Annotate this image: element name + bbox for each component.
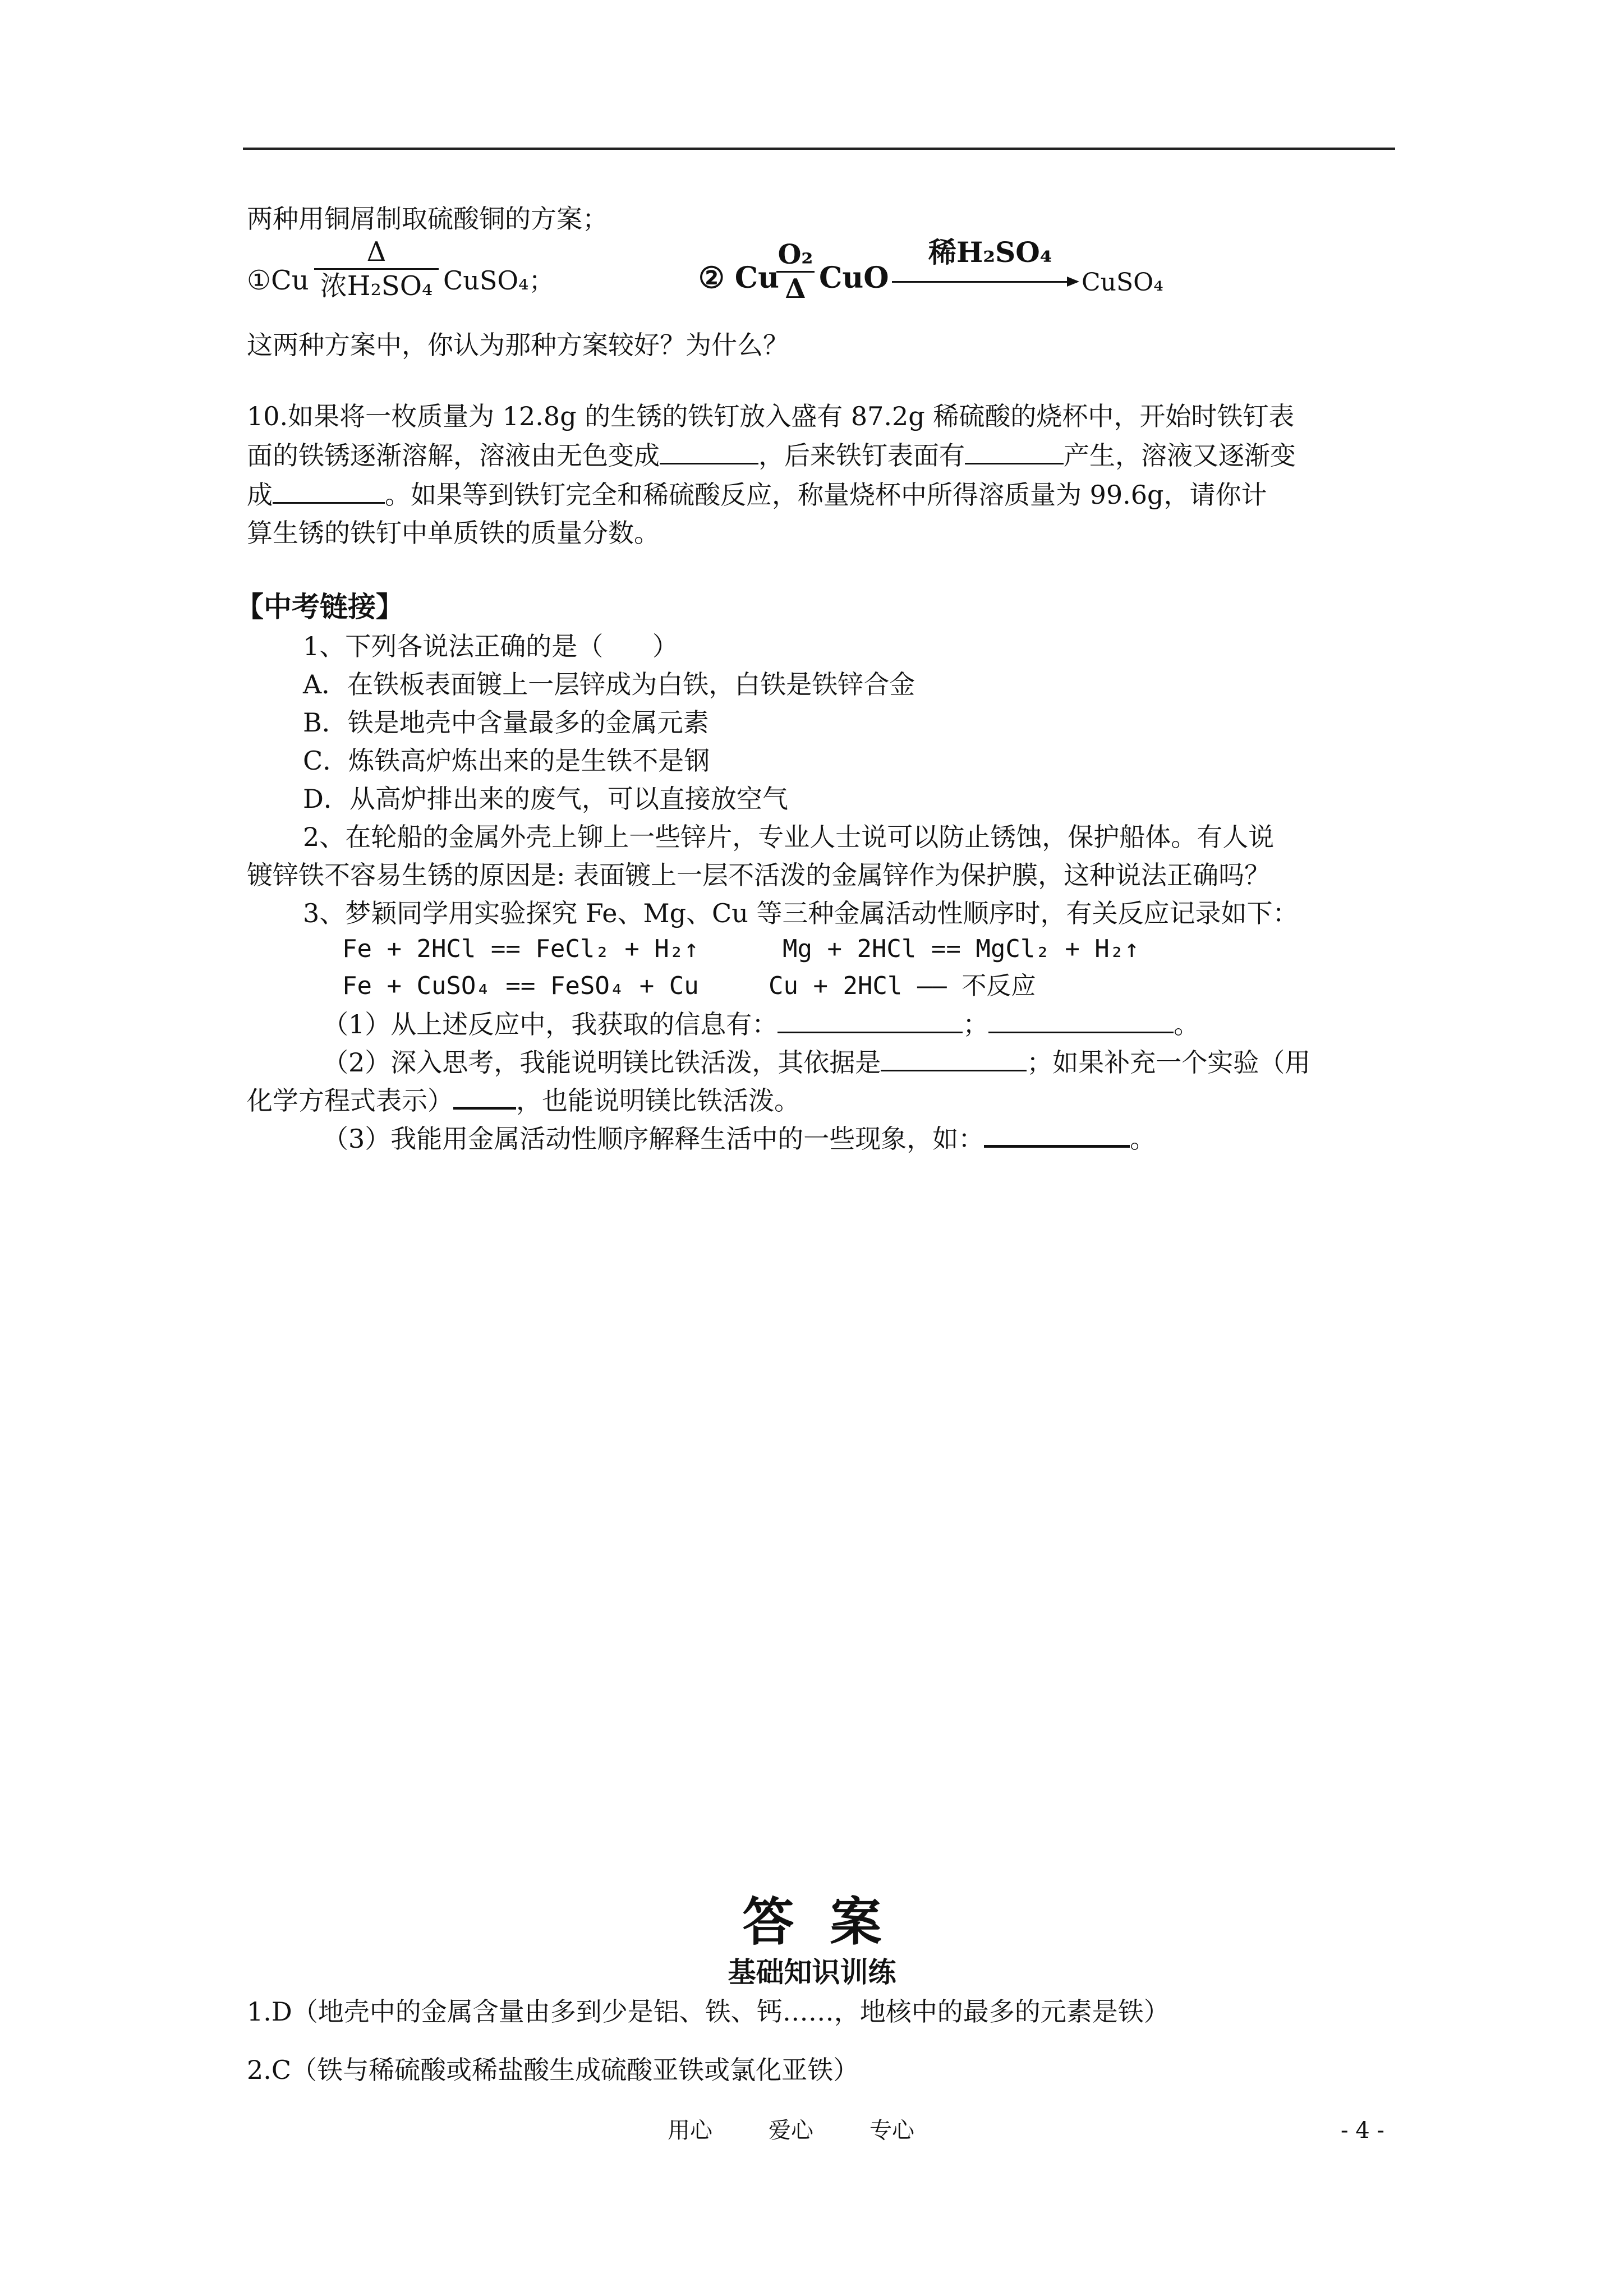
zk-sub2-text2: ；如果补充一个实验（用 <box>1027 1047 1311 1078</box>
zk-sub2-line2 <box>247 1084 800 1117</box>
zk-sub3-text: （3）我能用金属活动性顺序解释生活中的一些现象，如： <box>323 1124 984 1154</box>
header-rule <box>243 148 1395 150</box>
answers-subtitle: 基础知识训练 <box>728 1956 896 1989</box>
answer-2: 2.C（铁与稀硫酸或稀盐酸生成硫酸亚铁或氯化亚铁） <box>247 2055 859 2085</box>
scheme2-label: ② Cu <box>698 261 779 295</box>
scheme1-acid: 浓H₂SO₄ <box>320 270 433 302</box>
zk-sub1 <box>323 1007 1199 1041</box>
zk-sub2-blank1 <box>881 1047 1027 1071</box>
footer-motto-2: 爱心 <box>769 2118 813 2143</box>
zk-sub3 <box>323 1122 1156 1156</box>
scheme2-product: CuSO₄ <box>1082 268 1163 297</box>
zk-q2-line2: 镀锌铁不容易生锈的原因是: 表面镀上一层不活泼的金属锌作为保护膜，这种说法正确吗？ <box>247 860 1271 890</box>
zk-sub1-end: 。 <box>1174 1009 1200 1039</box>
footer-motto-1: 用心 <box>668 2118 712 2143</box>
zk-sub2-text: （2）深入思考，我能说明镁比铁活泼，其依据是 <box>323 1047 881 1078</box>
answers-title: 答 案 <box>742 1892 882 1952</box>
q10-line3-a: 成 <box>247 480 273 510</box>
q10-blank-gas <box>965 440 1064 464</box>
scheme1-label: ①Cu <box>247 265 309 296</box>
section-heading: 【中考链接】 <box>236 591 404 623</box>
q10-blank-color <box>660 440 758 464</box>
equation-cu-hcl: Cu + 2HCl —— 不反应 <box>769 972 1036 1000</box>
zk-sub2-line1 <box>323 1046 1310 1079</box>
q10-line1: 10.如果将一枚质量为 12.8g 的生锈的铁钉放入盛有 87.2g 稀硫酸的烧杯中，开始时铁钉表 <box>247 401 1295 431</box>
equation-mg-hcl: Mg + 2HCl == MgCl₂ + H₂↑ <box>783 935 1139 963</box>
zk-sub1-blank2 <box>988 1009 1174 1033</box>
footer-motto-3: 专心 <box>869 2118 914 2143</box>
page-number: - 4 - <box>1341 2118 1384 2143</box>
zk-q1: 1、下列各说法正确的是（ ） <box>303 631 678 661</box>
zk-q1-option-b: B．铁是地壳中含量最多的金属元素 <box>303 707 709 738</box>
q10-blank-color2 <box>273 480 385 504</box>
q10-line4: 算生锈的铁钉中单质铁的质量分数。 <box>247 518 660 548</box>
zk-q2-line1: 2、在轮船的金属外壳上铆上一些锌片，专业人士说可以防止锈蚀，保护船体。有人说 <box>303 822 1275 852</box>
reaction-arrow <box>892 281 1077 283</box>
q10-line2-a: 面的铁锈逐渐溶解，溶液由无色变成 <box>247 440 660 471</box>
scheme-question: 这两种方案中，你认为那种方案较好？为什么？ <box>247 330 789 360</box>
zk-sub2-text4: ，也能说明镁比铁活泼。 <box>516 1085 800 1116</box>
zk-q1-option-a: A．在铁板表面镀上一层锌成为白铁，白铁是铁锌合金 <box>303 669 915 700</box>
answer-1: 1.D（地壳中的金属含量由多到少是铝、铁、钙……，地核中的最多的元素是铁） <box>247 1996 1170 2027</box>
zk-q1-option-d: D．从高炉排出来的废气，可以直接放空气 <box>303 784 788 814</box>
equation-fe-cuso4: Fe + CuSO₄ == FeSO₄ + Cu <box>342 972 699 1000</box>
scheme1-heat: Δ <box>366 236 387 268</box>
scheme2-oxygen: O₂ <box>778 239 813 270</box>
scheme2-heat: Δ <box>785 273 806 305</box>
scheme1-product: CuSO₄； <box>443 265 555 296</box>
scheme2-reagent: 稀H₂SO₄ <box>928 236 1052 269</box>
zk-q3-intro: 3、梦颖同学用实验探究 Fe、Mg、Cu 等三种金属活动性顺序时，有关反应记录如下： <box>303 898 1299 928</box>
zk-sub3-blank <box>984 1122 1130 1148</box>
intro-text: 两种用铜屑制取硫酸铜的方案； <box>247 204 608 234</box>
zk-q1-option-c: C．炼铁高炉炼出来的是生铁不是钢 <box>303 746 710 776</box>
zk-sub2-text3: 化学方程式表示） <box>247 1085 453 1116</box>
scheme2-condition <box>776 238 815 305</box>
equation-fe-hcl: Fe + 2HCl == FeCl₂ + H₂↑ <box>342 935 699 963</box>
q10-line3-b: 。如果等到铁钉完全和稀硫酸反应，称量烧杯中所得溶质量为 99.6g，请你计 <box>385 480 1267 510</box>
zk-sub3-end: 。 <box>1130 1124 1156 1154</box>
q10-line2-b: ，后来铁钉表面有 <box>758 440 965 471</box>
q10-line2 <box>247 439 1296 472</box>
scheme1-condition <box>314 236 439 302</box>
zk-sub1-sep: ； <box>963 1009 989 1039</box>
zk-sub1-blank1 <box>778 1009 963 1033</box>
zk-sub2-blank2 <box>453 1084 516 1110</box>
zk-sub1-text: （1）从上述反应中，我获取的信息有： <box>323 1009 778 1039</box>
q10-line3 <box>247 478 1267 512</box>
q10-line2-c: 产生，溶液又逐渐变 <box>1064 440 1296 471</box>
scheme2-middle: CuO <box>819 261 889 295</box>
